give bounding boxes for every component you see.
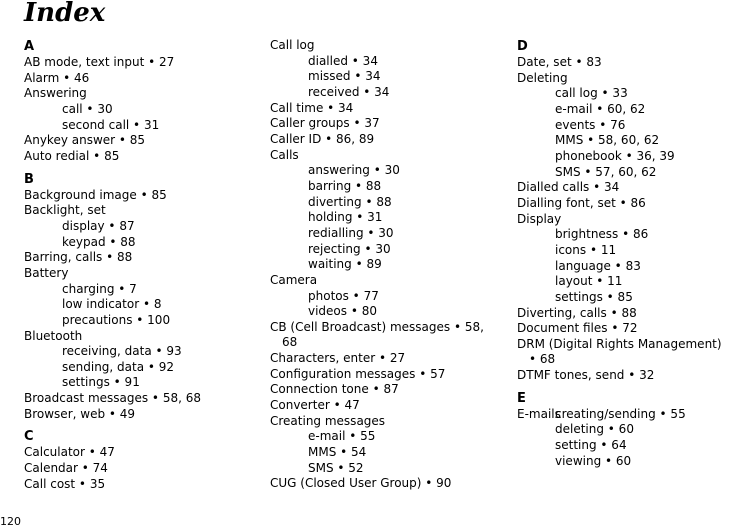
index-entry: Answering	[24, 86, 87, 101]
index-column-1	[24, 38, 249, 492]
index-subentry: viewing • 60	[555, 453, 632, 468]
index-entry: Configuration messages • 57	[270, 366, 446, 381]
index-subentry: deleting • 60	[555, 422, 634, 437]
section-letter: E	[517, 390, 526, 406]
index-column-3	[517, 38, 730, 469]
index-subentry: redialling • 30	[308, 225, 394, 240]
index-subentry: receiving, data • 93	[62, 344, 182, 359]
index-subentry: barring • 88	[308, 178, 382, 193]
index-entry: Call time • 34	[270, 100, 354, 115]
index-subentry: MMS • 58, 60, 62	[555, 133, 660, 148]
index-entry-label: E-mails	[517, 406, 561, 421]
index-entry: Dialling font, set • 86	[517, 195, 646, 210]
index-entry: Dialled calls • 34	[517, 180, 620, 195]
index-entry: Display	[517, 211, 562, 226]
index-entry: Caller ID • 86, 89	[270, 131, 375, 146]
index-entry: Battery	[24, 265, 69, 280]
index-entry: Deleting	[517, 70, 568, 85]
index-entry: Converter • 47	[270, 398, 360, 413]
index-subentry: sending, data • 92	[62, 359, 175, 374]
index-entry: Barring, calls • 88	[24, 250, 133, 265]
index-subentry: settings • 91	[62, 375, 140, 390]
index-subentry: layout • 11	[555, 274, 623, 289]
index-entry: Creating messages	[270, 413, 386, 428]
index-subentry: events • 76	[555, 117, 626, 132]
index-entry: Backlight, set	[24, 203, 106, 218]
index-entry: CUG (Closed User Group) • 90	[270, 476, 452, 491]
index-entry: Diverting, calls • 88	[517, 305, 637, 320]
index-subentry: call • 30	[62, 101, 113, 116]
section-letter: D	[517, 39, 528, 54]
index-subentry: e-mail • 60, 62	[555, 101, 646, 116]
index-subentry: charging • 7	[62, 281, 137, 296]
index-subentry: MMS • 54	[308, 445, 367, 460]
index-entry: Call log	[270, 38, 315, 52]
index-subentry: display • 87	[62, 218, 135, 233]
index-subentry: call log • 33	[555, 86, 628, 101]
index-entry: Call cost • 35	[24, 476, 106, 491]
index-entry: AB mode, text input • 27	[24, 55, 175, 69]
index-subentry: second call • 31	[62, 117, 160, 132]
index-entry: Calculator • 47	[24, 445, 115, 460]
index-entry: DRM (Digital Rights Management) • 68	[517, 336, 722, 367]
index-subentry: e-mail • 55	[308, 429, 376, 444]
index-subentry: dialled • 34	[308, 53, 378, 68]
index-entry: Calendar • 74	[24, 461, 108, 476]
index-subentry: brightness • 86	[555, 227, 649, 242]
index-entry: Document files • 72	[517, 321, 638, 336]
index-subentry: rejecting • 30	[308, 241, 391, 256]
index-subentry: missed • 34	[308, 69, 381, 84]
index-entry: Anykey answer • 85	[24, 133, 146, 148]
index-subentry: precautions • 100	[62, 312, 171, 327]
index-subentry: setting • 64	[555, 438, 627, 453]
index-subentry: received • 34	[308, 84, 390, 99]
index-entry	[517, 407, 730, 423]
index-entry: Caller groups • 37	[270, 116, 380, 131]
index-entry: Bluetooth	[24, 328, 83, 343]
index-subentry: creating/sending • 55	[555, 406, 686, 421]
index-entry: Alarm • 46	[24, 70, 90, 85]
index-subentry: diverting • 88	[308, 194, 392, 209]
section-letter: B	[24, 171, 34, 187]
index-entry: Camera	[270, 272, 318, 287]
index-subentry: icons • 11	[555, 242, 617, 257]
index-subentry: settings • 85	[555, 289, 633, 304]
index-subentry: keypad • 88	[62, 234, 136, 249]
index-entry: DTMF tones, send • 32	[517, 368, 655, 383]
index-subentry: SMS • 57, 60, 62	[555, 164, 657, 179]
index-entry: Background image • 85	[24, 187, 167, 202]
section-letter: C	[24, 429, 34, 445]
index-subentry: low indicator • 8	[62, 297, 162, 312]
index-column-2	[270, 38, 492, 492]
index-entry: Broadcast messages • 58, 68	[24, 391, 201, 406]
index-subentry: waiting • 89	[308, 257, 382, 272]
index-entry: Auto redial • 85	[24, 148, 120, 163]
index-subentry: holding • 31	[308, 210, 383, 225]
index-subentry: photos • 77	[308, 288, 379, 303]
index-entry: Characters, enter • 27	[270, 351, 406, 366]
index-subentry: phonebook • 36, 39	[555, 148, 675, 163]
index-entry: Connection tone • 87	[270, 382, 399, 397]
index-entry: Calls	[270, 147, 299, 162]
index-subentry: SMS • 52	[308, 460, 364, 475]
section-letter: A	[24, 39, 35, 54]
index-subentry: language • 83	[555, 258, 641, 273]
index-subentry: answering • 30	[308, 163, 400, 178]
page-number: 120	[0, 515, 21, 528]
index-entry: CB (Cell Broadcast) messages • 58, 68	[270, 319, 484, 350]
index-entry: Browser, web • 49	[24, 406, 136, 421]
index-subentry: videos • 80	[308, 304, 378, 319]
page-title: Index	[24, 0, 106, 28]
index-entry: Date, set • 83	[517, 55, 602, 69]
